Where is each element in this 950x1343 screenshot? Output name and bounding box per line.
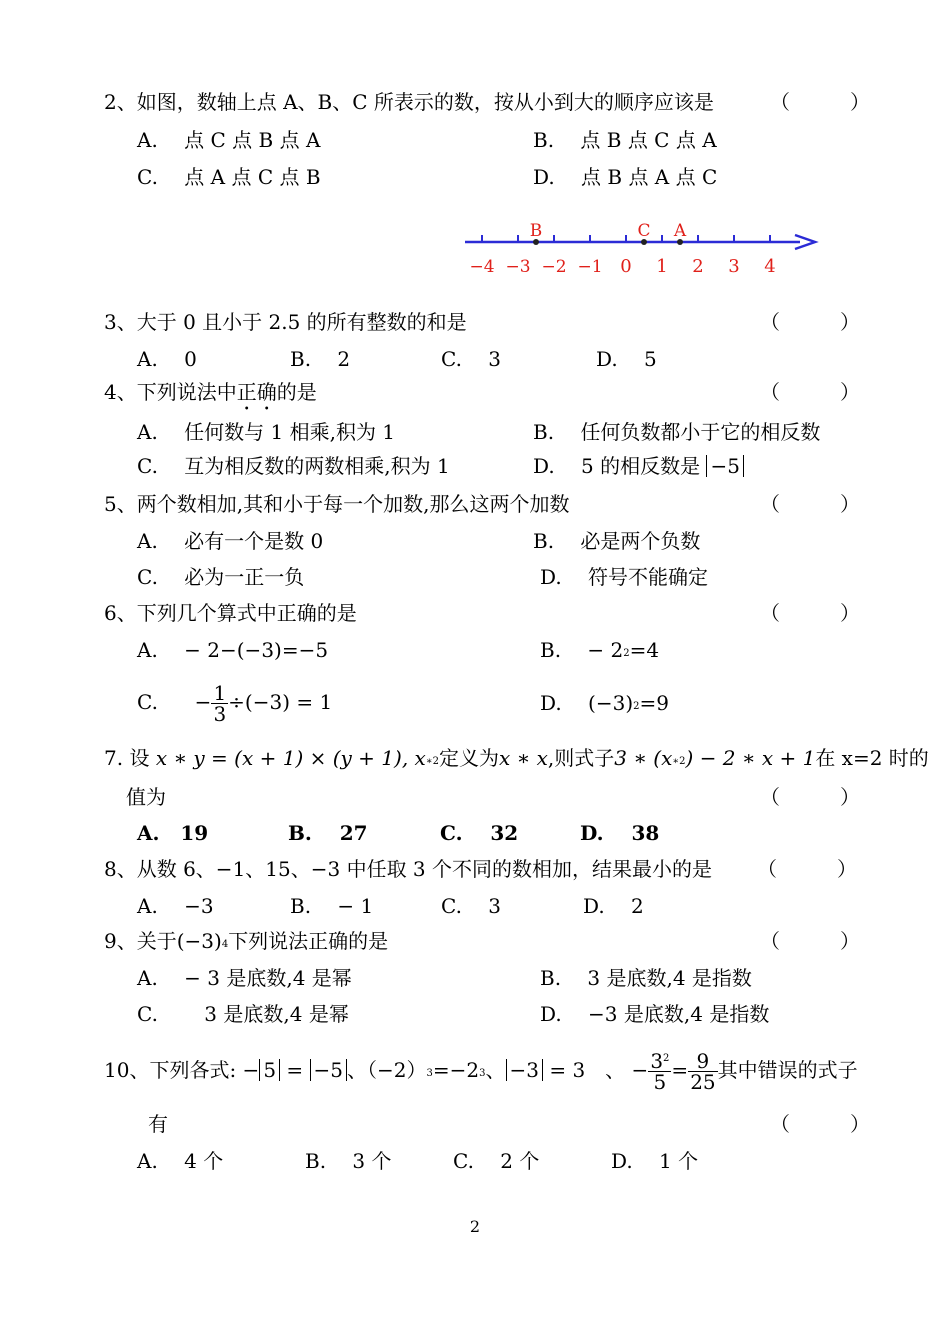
q7-option-a [137, 821, 208, 845]
q4-stem-pre: 4、下列说法中 [104, 380, 237, 404]
q2-answer-paren: （ ） [770, 90, 870, 114]
q6-option-c-sign: − [194, 690, 212, 714]
q7-option-a-label: A. [137, 821, 160, 845]
q4-option-b: B. 任何负数都小于它的相反数 [533, 420, 821, 444]
q9-stem-exponent: 4 [221, 939, 229, 950]
q3-stem: 3、大于 0 且小于 2.5 的所有整数的和是 [104, 310, 467, 334]
number-line-tick-label: 0 [620, 256, 632, 277]
q10-option-c: C. 2 个 [453, 1149, 540, 1173]
q7-option-b-value: 27 [339, 821, 368, 845]
number-line-point-label: A [673, 221, 687, 241]
q7-option-c-value: 32 [490, 821, 519, 845]
q7-expr-definition: x ∗ y = (x + 1) × (y + 1), x [155, 746, 426, 770]
q10-answer-paren: （ ） [770, 1112, 870, 1136]
q6-stem: 6、下列几个算式中正确的是 [104, 601, 357, 625]
q2-option-a: A. 点 C 点 B 点 A [137, 128, 321, 152]
q5-stem: 5、两个数相加,其和小于每一个加数,那么这两个加数 [104, 492, 570, 516]
q8-option-b: B. − 1 [290, 894, 374, 918]
fraction-denominator: 25 [690, 1070, 716, 1094]
q5-answer-paren: （ ） [760, 492, 860, 516]
q3-option-b: B. 2 [290, 347, 351, 371]
q4-option-c: C. 互为相反数的两数相乘,积为 1 [137, 454, 450, 478]
q9-answer-paren: （ ） [760, 929, 860, 953]
number-line-tick-label: 1 [656, 256, 668, 277]
number-line-point-label: B [529, 221, 543, 241]
q6-option-c-label: C. [137, 690, 158, 714]
q10-option-b: B. 3 个 [305, 1149, 392, 1173]
q10-expr3-rhs: = 3 [542, 1058, 586, 1082]
q6-option-d [540, 691, 669, 715]
number-line-figure [455, 215, 825, 280]
q7-option-d [580, 821, 659, 845]
q9-stem [104, 929, 388, 953]
q2-option-b: B. 点 B 点 C 点 A [533, 128, 717, 152]
q6-option-c [137, 680, 332, 726]
q8-option-d: D. 2 [583, 894, 644, 918]
q7-expr-xx: x ∗ x [499, 746, 548, 770]
fraction-denominator: 5 [653, 1070, 667, 1094]
q10-expr2-base: 、（−2） [347, 1058, 427, 1082]
q5-option-a: A. 必有一个是数 0 [137, 529, 324, 553]
q4-option-d-abs: −5 [706, 455, 743, 477]
q10-expr4-fraction-left [648, 1051, 671, 1092]
q10-expr1-sign: − [242, 1058, 260, 1082]
q10-expr3-abs: −3 [506, 1059, 543, 1081]
q7-mid-text-2: ,则式子 [547, 746, 615, 770]
q4-stem-post: 的是 [276, 380, 317, 404]
q8-option-c: C. 3 [441, 894, 502, 918]
q10-option-a: A. 4 个 [137, 1149, 224, 1173]
q6-option-d-rest: =9 [639, 691, 669, 715]
q2-stem: 2、如图，数轴上点 A、B、C 所表示的数，按从小到大的顺序应该是 [104, 90, 714, 114]
q6-option-b-base: B. − 2 [540, 638, 624, 662]
number-line-tick-label: −1 [577, 257, 603, 277]
q10-expr1-abs: 5 [259, 1059, 280, 1081]
q10-lead: 10、下列各式: [104, 1058, 237, 1082]
q9-stem-rest: 下列说法正确的是 [228, 929, 389, 953]
q7-option-b [288, 821, 368, 845]
q3-answer-paren: （ ） [760, 310, 860, 334]
fraction-numerator: 1 [213, 681, 227, 705]
q10-expr1-eq: = [280, 1058, 310, 1082]
q6-option-d-base: D. (−3) [540, 691, 634, 715]
fraction-numerator: 9 [688, 1051, 717, 1072]
number-line-tick-label: 3 [728, 256, 740, 277]
q9-option-a: A. − 3 是底数,4 是幂 [137, 966, 352, 990]
q3-option-d: D. 5 [596, 347, 657, 371]
number-line-tick-label: 2 [692, 256, 704, 277]
q10-expr4-eq: = [671, 1058, 689, 1082]
q7-tail: 在 x=2 时的 [815, 746, 929, 770]
q2-option-c: C. 点 A 点 C 点 B [137, 165, 321, 189]
q8-stem: 8、从数 6、−1、15、−3 中任取 3 个不同的数相加，结果最小的是 [104, 857, 713, 881]
q9-option-c: C. 3 是底数,4 是幂 [137, 1002, 349, 1026]
q5-option-c: C. 必为一正一负 [137, 565, 305, 589]
q7-exponent-2: ∗2 [672, 756, 686, 767]
q4-option-d [533, 454, 744, 478]
q6-option-b [540, 638, 659, 662]
q8-option-a: A. −3 [137, 894, 214, 918]
q6-option-c-rest: ÷(−3) = 1 [228, 690, 333, 714]
q8-answer-paren: （ ） [757, 857, 857, 881]
q10-stem [104, 1046, 858, 1096]
q6-option-c-fraction [211, 683, 228, 724]
q7-expr-main-b: ) − 2 ∗ x + 1 [685, 746, 816, 770]
q6-option-a: A. − 2−(−3)=−5 [137, 638, 329, 662]
q6-answer-paren: （ ） [760, 601, 860, 625]
q10-expr1-abs2: −5 [310, 1059, 347, 1081]
number-line-tick-label: 4 [764, 256, 776, 277]
q10-separator-2: 、 [585, 1058, 626, 1082]
q10-separator: 、 [485, 1058, 506, 1082]
q6-option-b-exponent: 2 [623, 648, 630, 659]
q7-option-d-label: D. [580, 821, 604, 845]
q10-option-d: D. 1 个 [611, 1149, 699, 1173]
q5-option-b: B. 必是两个负数 [533, 529, 701, 553]
q4-stem-emphasis: 正确 [236, 380, 277, 404]
q10-stem-line2: 有 [148, 1112, 168, 1136]
q4-option-d-text: D. 5 的相反数是 [533, 454, 701, 478]
q10-expr4-sign: − [631, 1058, 649, 1082]
q6-option-d-exponent: 2 [633, 701, 640, 712]
q7-option-c [440, 821, 518, 845]
page-number: 2 [469, 1217, 481, 1236]
q4-option-a: A. 任何数与 1 相乘,积为 1 [137, 420, 396, 444]
fraction-numerator-exponent: 2 [663, 1053, 670, 1064]
number-line-tick-label: −4 [469, 257, 495, 277]
q4-stem [104, 380, 317, 415]
q5-option-d: D. 符号不能确定 [540, 565, 709, 589]
q10-expr2-exponent-b: 3 [479, 1068, 486, 1079]
q3-option-a: A. 0 [137, 347, 197, 371]
q7-lead: 7. 设 [104, 746, 150, 770]
q7-option-d-value: 38 [631, 821, 660, 845]
q6-option-b-rest: =4 [629, 638, 660, 662]
q10-expr2-exponent-a: 3 [426, 1068, 433, 1079]
q7-mid-text-1: 定义为 [439, 746, 499, 770]
q2-option-d: D. 点 B 点 A 点 C [533, 165, 718, 189]
q3-option-c: C. 3 [441, 347, 502, 371]
q7-stem [104, 746, 929, 770]
q10-expr4-fraction-right [688, 1051, 717, 1092]
q10-expr2-rhs: =−2 [432, 1058, 480, 1082]
fraction-numerator-base: 3 [650, 1049, 664, 1073]
q7-option-c-label: C. [440, 821, 463, 845]
fraction-numerator [648, 1051, 671, 1072]
q7-expr-main-a: 3 ∗ (x [614, 746, 673, 770]
q9-option-b: B. 3 是底数,4 是指数 [540, 966, 752, 990]
number-line-tick-label: −3 [505, 257, 531, 277]
number-line-point-label: C [637, 221, 651, 241]
q7-exponent-1: ∗2 [425, 756, 439, 767]
number-line-tick-label: −2 [541, 257, 567, 277]
q4-answer-paren: （ ） [760, 380, 860, 404]
q7-stem-line2: 值为 [126, 785, 166, 809]
q7-answer-paren: （ ） [760, 785, 860, 809]
q7-option-b-label: B. [288, 821, 312, 845]
q10-tail: 其中错误的式子 [717, 1058, 858, 1082]
q7-option-a-value: 19 [180, 821, 209, 845]
q9-option-d: D. −3 是底数,4 是指数 [540, 1002, 770, 1026]
q9-stem-base: 9、关于(−3) [104, 929, 222, 953]
fraction-denominator: 3 [213, 702, 227, 726]
